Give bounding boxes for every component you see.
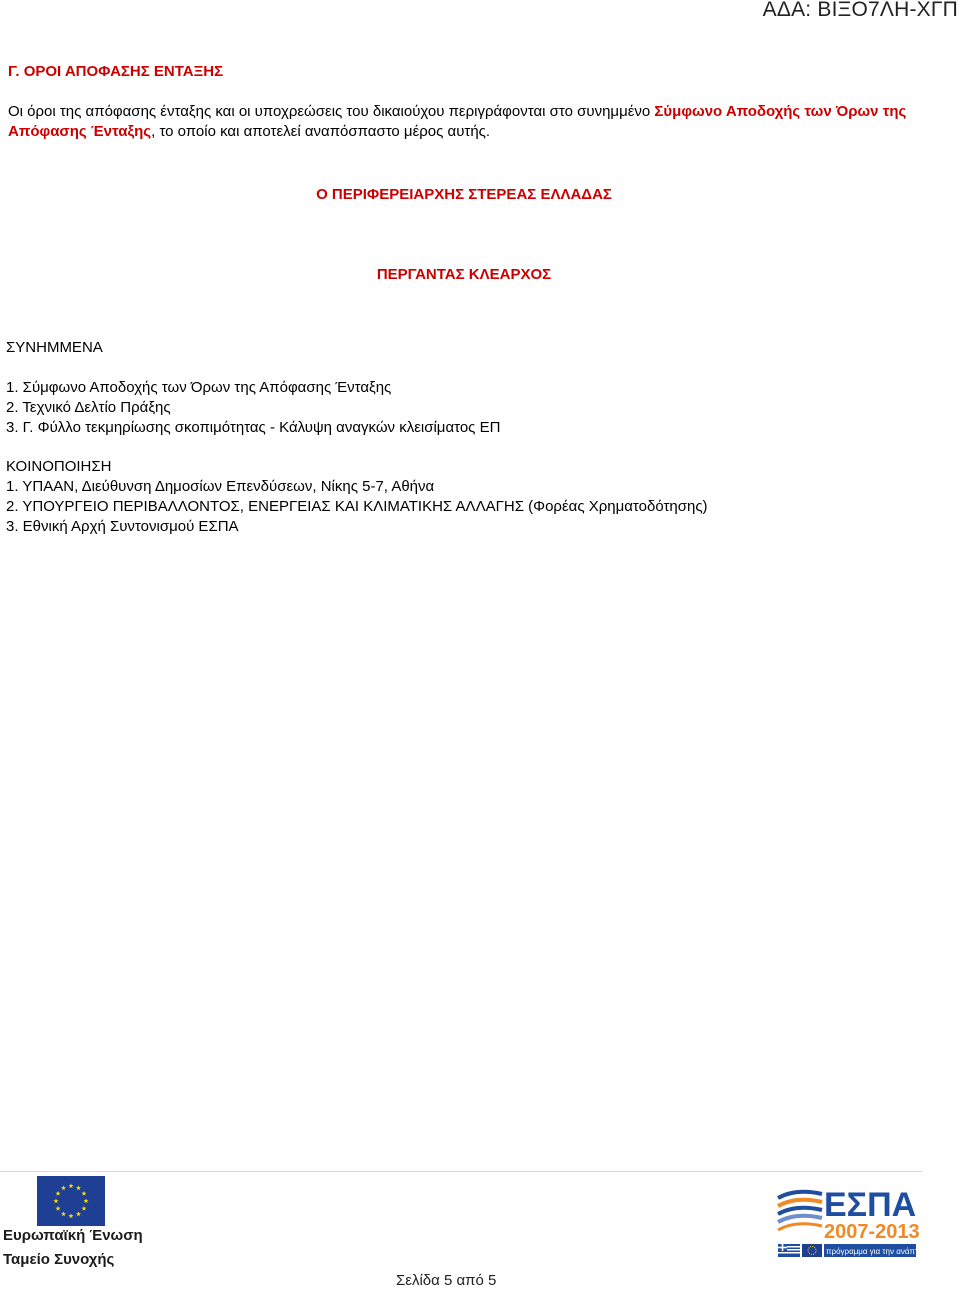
attachments-heading: ΣΥΝΗΜΜΕΝΑ [6, 339, 103, 356]
eu-label: Ευρωπαϊκή Ένωση [3, 1227, 143, 1244]
attachment-item: 1. Σύμφωνο Αποδοχής των Όρων της Απόφασης Ένταξης [6, 379, 392, 396]
signatory-role: Ο ΠΕΡΙΦΕΡΕΙΑΡΧΗΣ ΣΤΕΡΕΑΣ ΕΛΛΑΔΑΣ [316, 186, 612, 203]
small-eu-flag-icon [802, 1244, 822, 1257]
intro-prefix: Οι όροι της απόφασης ένταξης και οι υποχρεώσεις του δικαιούχου περιγράφονται στο συνημμένο [8, 103, 655, 120]
espa-title: ΕΣΠΑ [824, 1186, 917, 1224]
intro-suffix: , το οποίο και αποτελεί αναπόσπαστο μέρος αυτής. [151, 123, 491, 140]
espa-logo-icon [776, 1184, 931, 1258]
attachment-item: 2. Τεχνικό Δελτίο Πράξης [6, 399, 171, 416]
fund-label: Ταμείο Συνοχής [3, 1251, 115, 1268]
espa-years: 2007-2013 [824, 1221, 920, 1243]
section-title: Γ. ΟΡΟΙ ΑΠΟΦΑΣΗΣ ΕΝΤΑΞΗΣ [8, 63, 224, 80]
signatory-name: ΠΕΡΓΑΝΤΑΣ ΚΛΕΑΡΧΟΣ [376, 266, 552, 283]
ada-code: ΑΔΑ: ΒΙΞΟ7ΛΗ-ΧΓΠ [762, 0, 958, 21]
page-number: Σελίδα 5 από 5 [396, 1272, 497, 1289]
notifications-heading: ΚΟΙΝΟΠΟΙΗΣΗ [6, 458, 112, 475]
footer-divider [0, 1171, 922, 1172]
eu-flag-icon [37, 1176, 105, 1226]
espa-slogan: πρόγραμμα για την ανάπτυξη [826, 1247, 931, 1256]
intro-bold-reference: Σύμφωνο Αποδοχής των Όρων της Απόφασης Ένταξης [8, 103, 907, 140]
notification-item: 2. ΥΠΟΥΡΓΕΙΟ ΠΕΡΙΒΑΛΛΟΝΤΟΣ, ΕΝΕΡΓΕΙΑΣ ΚΑΙ ΚΛΙΜΑΤΙΚΗΣ ΑΛΛΑΓΗΣ (Φορέας Χρηματοδότησης) [6, 498, 708, 515]
attachments-section [6, 338, 500, 438]
notifications-section [6, 457, 708, 537]
greek-flag-icon [778, 1244, 800, 1257]
notification-item: 3. Εθνική Αρχή Συντονισμού ΕΣΠΑ [6, 518, 239, 535]
intro-paragraph [8, 102, 943, 142]
notification-item: 1. ΥΠΑΑΝ, Διεύθυνση Δημοσίων Επενδύσεων, Νίκης 5-7, Αθήνα [6, 478, 435, 495]
attachment-item: 3. Γ. Φύλλο τεκμηρίωσης σκοπιμότητας - Κάλυψη αναγκών κλεισίματος ΕΠ [6, 419, 501, 436]
